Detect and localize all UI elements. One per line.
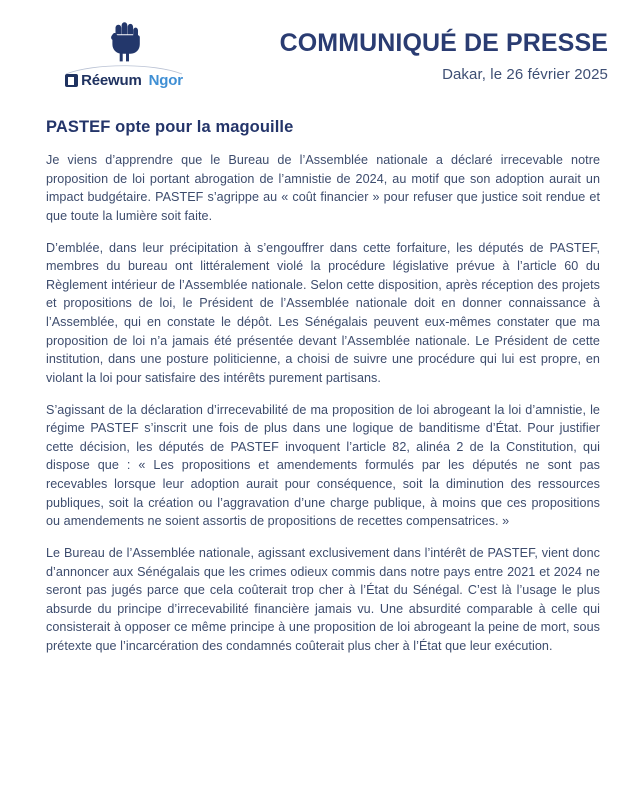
organization-wordmark	[65, 73, 183, 88]
page-title: PASTEF opte pour la magouille	[46, 118, 294, 136]
communique-heading: COMMUNIQUÉ DE PRESSE	[279, 29, 608, 57]
document-header	[0, 0, 640, 112]
communique-date: Dakar, le 26 février 2025	[442, 65, 608, 83]
paragraph-4: Le Bureau de l’Assemblée nationale, agissant exclusivement dans l’intérêt de PASTEF, vient donc d’annoncer aux Sénégalais que les crimes odieux commis dans notre pays entre 2021 et 2024 ne seront pas jugés parce que cela coûterait trop cher à l’État du Sénégal. C’est là l’usage le plus absurde du principe d’irrecevabilité financière jamais vu. Une absurdité comparable à celle qui consisterait à opposer ce même principe à une proposition de loi abrogeant la peine de mort, sous prétexte que l’incarcération des condamnés coûterait plus cher à l’État que leur exécution.	[46, 545, 600, 653]
paragraph-1: Je viens d’apprendre que le Bureau de l’Assemblée nationale a déclaré irrecevable notre proposition de loi portant abrogation de l’amnistie de 2024, au motif que son adoption aurait un impact budgétaire. PASTEF s’agrippe au « coût financier » pour refuser que justice soit rendue et que toute la lumière soit faite.	[46, 153, 600, 223]
paragraph-2: D’emblée, dans leur précipitation à s’engouffrer dans cette forfaiture, les députés de PASTEF, membres du bureau ont littéralement violé la procédure législative prévue à l’article 60 du Règlement intérieur de l’Assemblée nationale. Selon cette disposition, après réception des projets et propositions de loi, le Président de l’Assemblée nationale doit en donner connaissance à l’Assemblée, qui en constate le dépôt. Les Sénégalais peuvent eux-mêmes constater que ma proposition de loi n’a jamais été présentée devant l’Assemblée nationale. Le Président de cette institution, dans une posture politicienne, a choisi de suivre une procédure qui lui est propre, en violant la loi pour satisfaire des intérêts purement partisans.	[46, 240, 600, 385]
brand-name-primary: Réewum	[81, 72, 142, 89]
header-title-block	[280, 14, 616, 83]
paragraph-3: S’agissant de la déclaration d’irrecevabilité de ma proposition de loi abrogeant la loi d’amnistie, le régime PASTEF s’inscrit une fois de plus dans une logique de banditisme d’État. Pour justifier cette décision, les députés de PASTEF invoquent l’article 82, alinéa 2 de la Constitution, qui dispose que : « Les propositions et amendements formulés par les députés ne sont pas recevables lorsque leur adoption aurait pour conséquence, soit la diminution des ressources publiques, soit la création ou l’aggravation d’une charge publique, à moins que ces propositions ou amendements ne soient assortis de propositions de recettes compensatrices. »	[46, 402, 600, 529]
brand-name-secondary: Ngor	[148, 72, 183, 89]
organization-logo	[24, 14, 224, 88]
raised-fist-icon	[101, 16, 147, 64]
document-body	[0, 112, 640, 656]
brand-square-icon	[65, 74, 78, 87]
